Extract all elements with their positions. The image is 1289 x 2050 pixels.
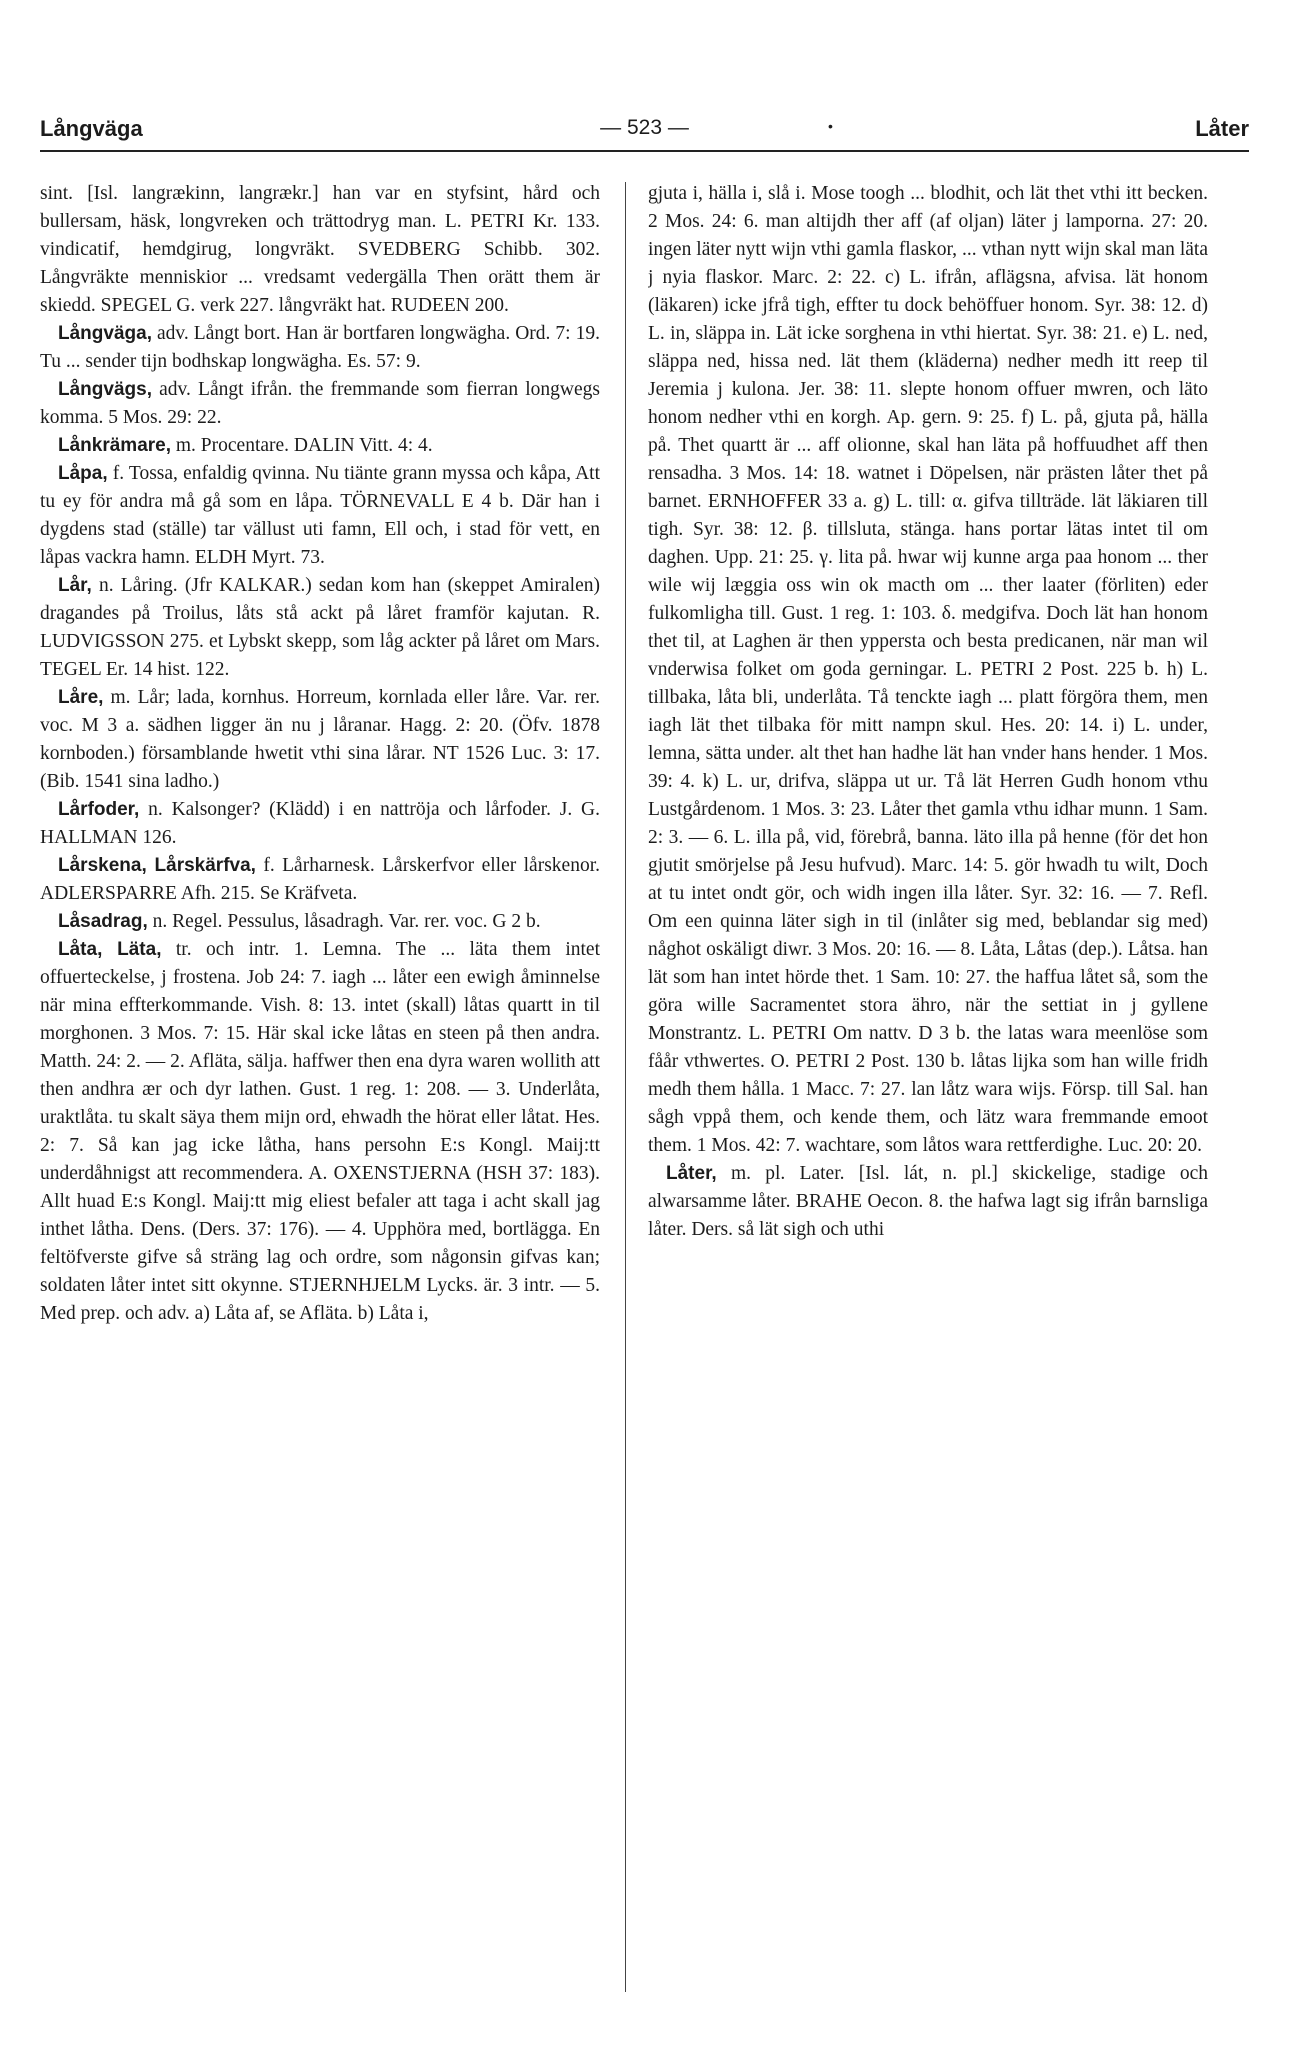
- header-right-headword: Låter: [1195, 116, 1249, 141]
- entry-headword: Låter,: [666, 1163, 717, 1184]
- entry-text: n. Regel. Pessulus, låsadragh. Var. rer. voc. G 2 b.: [147, 911, 541, 932]
- dictionary-entry: [40, 432, 600, 460]
- entry-text: n. Låring. (Jfr KALKAR.) sedan kom han (skeppet Amiralen) dragandes på Troilus, låts stå ackt på låret framför kajutan. R. LUDVIGSSON 275. et Lybskt skepp, som låg ackter på låret om Mars. TEGEL Er. 14 hist. 122.: [40, 575, 600, 680]
- dictionary-entry: [648, 1160, 1208, 1244]
- entry-text: m. Procentare. DALIN Vitt. 4: 4.: [171, 435, 433, 456]
- entry-text: sint. [Isl. langrækinn, langrækr.] han var en styfsint, hård och bullersam, häsk, longvreken och trättodryg man. L. PETRI Kr. 133. vindicatif, hemdgirug, longvräkt. SVEDBERG Schibb. 302. Långvräkte menniskior ... vredsamt vedergälla Then orätt them är skiedd. SPEGEL G. verk 227. långvräkt hat. RUDEEN 200.: [40, 183, 600, 316]
- entry-headword: Långväga,: [58, 323, 152, 344]
- entry-text: adv. Långt ifrån. the fremmande som fierran longwegs komma. 5 Mos. 29: 22.: [40, 379, 600, 428]
- entry-headword: Lårskena, Lårskärfva,: [58, 855, 256, 876]
- text-columns: [40, 180, 1249, 2020]
- entry-text: adv. Långt bort. Han är bortfaren longwägha. Ord. 7: 19. Tu ... sender tijn bodhskap longwägha. Es. 57: 9.: [40, 323, 600, 372]
- dictionary-entry: [40, 320, 600, 376]
- right-column: [648, 180, 1208, 2010]
- entry-text: n. Kalsonger? (Klädd) i en nattröja och lårfoder. J. G. HALLMAN 126.: [40, 799, 600, 848]
- dictionary-entry: [40, 376, 600, 432]
- dictionary-entry: [40, 936, 600, 1328]
- header-left-headword: Långväga: [40, 116, 143, 141]
- page-number: — 523 —: [600, 116, 689, 139]
- dictionary-entry: [40, 852, 600, 908]
- entry-headword: Lår,: [58, 575, 92, 596]
- ornament-mark: •: [828, 118, 833, 134]
- entry-text: f. Lårharnesk. Lårskerfvor eller lårskenor. ADLERSPARRE Afh. 215. Se Kräfveta.: [40, 855, 600, 904]
- dictionary-entry: [40, 908, 600, 936]
- dictionary-entry: [648, 180, 1208, 1160]
- entry-headword: Låpa,: [58, 463, 108, 484]
- dictionary-entry: [40, 796, 600, 852]
- dictionary-entry: [40, 684, 600, 796]
- entry-text: gjuta i, hälla i, slå i. Mose toogh ... blodhit, och lät thet vthi itt becken. 2 Mos. 24: 6. man altijdh ther aff (af oljan) läter j lamporna. 27: 20. ingen läter nytt wijn vthi gamla flaskor, ... vthan nytt wijn skal man läta j nyia flaskor. Marc. 2: 22. c) L. ifrån, aflägsna, afvisa. lät honom (läkaren) icke jfrå tigh, effter tu dock behöffuer honom. Syr. 38: 12. d) L. in, släppa in. Lät icke sorghena in vthi hiertat. Syr. 38: 21. e) L. ned, släppa ned, hissa ned. lät them (kläderna) nedher medh itt reep til Jeremia j kulona. Jer. 38: 11. slepte honom offuer mwren, och läto honom nedher vthi en korgh. Ap. gern. 9: 25. f) L. på, gjuta på, hälla på. Thet quartt är ... aff olionne, skal han läta på hoffuudhet aff then rensadha. 3 Mos. 14: 18. watnet i Döpelsen, när prästen låter thet på barnet. ERNHOFFER 33 a. g) L. till: α. gifva tillträde. lät läkiaren till tigh. Syr. 38: 12. β. tillsluta, stänga. hans portar lätas intet til om daghen. Upp. 21: 25. γ. lita på. hwar wij kunne arga paa honom ... ther wile wij læggia oss win ok macth om ... ther laater (förliten) eder fulkomligha till. Gust. 1 reg. 1: 103. δ. medgifva. Doch lät han honom thet til, at Laghen är then yppersta och besta predicanen, när man wil vnderwisa folket om goda gerningar. L. PETRI 2 Post. 225 b. h) L. tillbaka, låta bli, underlåta. Tå tenckte iagh ... platt förgöra them, men iagh lät thet tilbaka för mitt nampn skul. Hes. 20: 14. i) L. under, lemna, sätta under. alt thet han hadhe lät han vnder hans hender. 1 Mos. 39: 4. k) L. ur, drifva, släppa ut ur. Tå lät Herren Gudh honom vthu Lustgårdenom. 1 Mos. 3: 23. Låter thet gamla vthu idhar munn. 1 Sam. 2: 3. — 6. L. illa på, vid, förebrå, banna. läto illa på henne (för det hon gjutit smörjelse på Jesu hufvud). Marc. 14: 5. gör hwadh tu wilt, Doch at tu intet ondt gör, och widh ingen illa låter. Syr. 32: 16. — 7. Refl. Om een quinna läter sigh in til (inlåter sig med, beblandar sig med) någhot oskäligt diwr. 3 Mos. 20: 16. — 8. Låta, Låtas (dep.). Låtsa. han lät som han intet hörde thet. 1 Sam. 10: 27. the haffua låtet så, som the göra wille Sacramentet stora ähro, när the settiat in j gyllene Monstrantz. L. PETRI Om nattv. D 3 b. the latas wara meenlöse som fåår vthwertes. O. PETRI 2 Post. 130 b. låtas lijka som han wille fridh medh them hålla. 1 Macc. 7: 27. lan låtz wara wijs. Försp. till Sal. han sågh vppå them, och kende them, och lätz wara fremmande emoot them. 1 Mos. 42: 7. wachtare, som låtos wara rettferdighe. Luc. 20: 20.: [648, 183, 1208, 1156]
- entry-headword: Låsadrag,: [58, 911, 148, 932]
- dictionary-entry: [40, 460, 600, 572]
- header-rule: [40, 150, 1249, 152]
- column-divider: [625, 182, 626, 1992]
- dictionary-entry: [40, 572, 600, 684]
- dictionary-entry: [40, 180, 600, 320]
- entry-headword: Långvägs,: [58, 379, 152, 400]
- left-column: [40, 180, 600, 2010]
- entry-headword: Låre,: [58, 687, 104, 708]
- entry-headword: Låta, Läta,: [58, 939, 162, 960]
- entry-headword: Lånkrämare,: [58, 435, 172, 456]
- entry-text: f. Tossa, enfaldig qvinna. Nu tiänte grann myssa och kåpa, Att tu ey för andra må gå som en låpa. TÖRNEVALL E 4 b. Där han i dygdens stad (ställe) tar vällust uti famn, Ell och, i stad för vett, en låpas vackra hamn. ELDH Myrt. 73.: [40, 463, 600, 568]
- entry-text: tr. och intr. 1. Lemna. The ... läta them intet offuerteckelse, j frostena. Job 24: 7. iagh ... låter een ewigh åminnelse när mina effterkommande. Vish. 8: 13. intet (skall) låtas quartt in til morghonen. 3 Mos. 7: 15. Här skal icke låtas en steen på then andra. Matth. 24: 2. — 2. Afläta, sälja. haffwer then ena dyra waren wollith att then andhra ær och dyr lathen. Gust. 1 reg. 1: 208. — 3. Underlåta, uraktlåta. tu skalt säya them mijn ord, ehwadh the hörat eller låtat. Hes. 2: 7. Så kan jag icke låtha, hans persohn E:s Kongl. Maij:tt underdåhnigst att recommendera. A. OXENSTJERNA (HSH 37: 183). Allt huad E:s Kongl. Maij:tt mig eliest befaler att taga i acht skall jag inthet låtha. Dens. (Ders. 37: 176). — 4. Upphöra med, bortlägga. En feltöfverste gifve så sträng lag och ordre, som någonsin gifvas kan; soldaten låter intet sitt okynne. STJERNHJELM Lycks. är. 3 intr. — 5. Med prep. och adv. a) Låta af, se Afläta. b) Låta i,: [40, 939, 600, 1324]
- entry-text: m. pl. Later. [Isl. lát, n. pl.] skickelige, stadige och alwarsamme låter. BRAHE Oecon. 8. the hafwa lagt sig ifrån barnsliga låter. Ders. så lät sigh och uthi: [648, 1163, 1208, 1240]
- entry-headword: Lårfoder,: [58, 799, 140, 820]
- entry-text: m. Lår; lada, kornhus. Horreum, kornlada eller låre. Var. rer. voc. M 3 a. sädhen ligger än nu j låranar. Hagg. 2: 20. (Öfv. 1878 kornboden.) församblande hwetit vthi sina lårar. NT 1526 Luc. 3: 17. (Bib. 1541 sina ladho.): [40, 687, 600, 792]
